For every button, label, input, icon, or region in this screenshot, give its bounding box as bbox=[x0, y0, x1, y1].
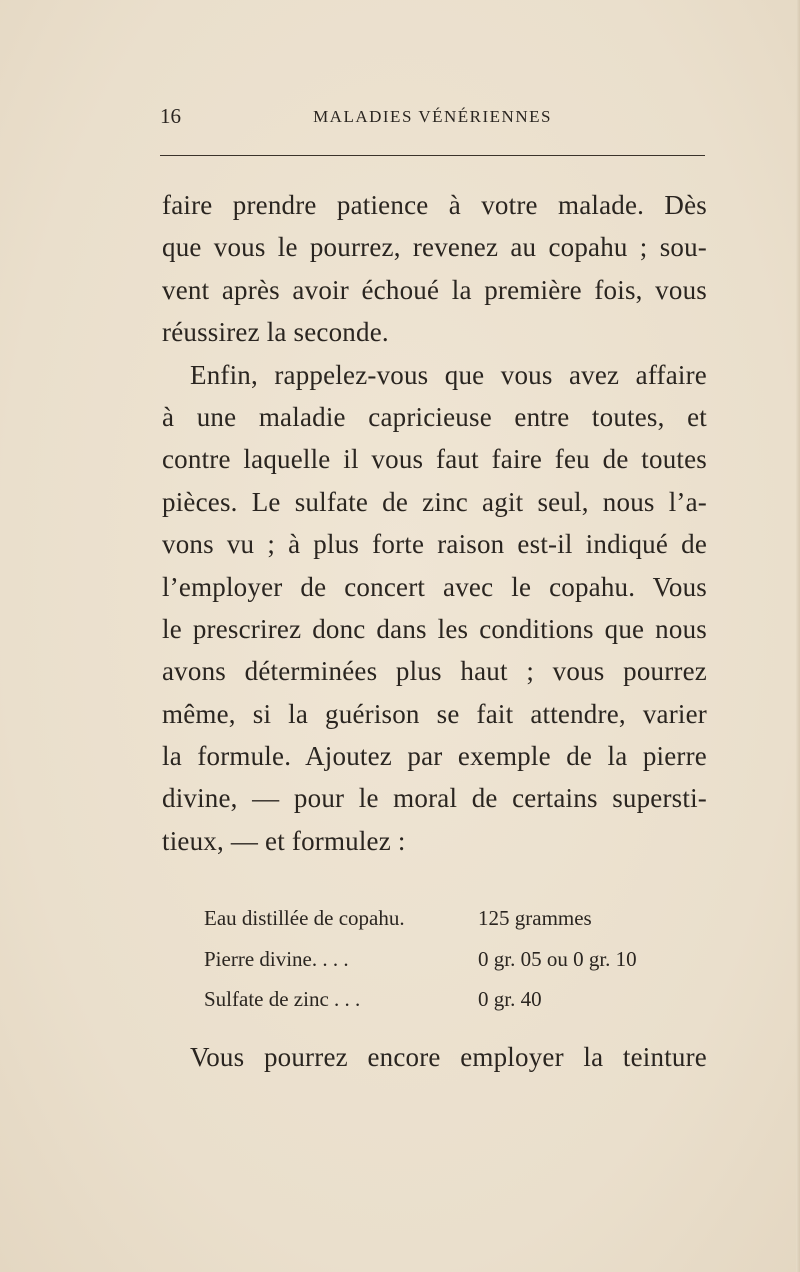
running-head: MALADIES VÉNÉRIENNES bbox=[313, 107, 552, 126]
recipe-quantity: 0 gr. 40 bbox=[478, 987, 542, 1011]
page-number: 16 bbox=[160, 104, 181, 128]
text-line: contre laquelle il vous faut faire feu de toutes bbox=[162, 444, 707, 475]
text-line: la formule. Ajoutez par exemple de la pierre bbox=[162, 741, 707, 772]
text-line: vons vu ; à plus forte raison est-il indiqué de bbox=[162, 529, 707, 560]
text-line: même, si la guérison se fait attendre, varier bbox=[162, 698, 707, 729]
text-line: tieux, — et formulez : bbox=[162, 825, 406, 856]
header-rule bbox=[160, 155, 705, 156]
recipe-quantity: 0 gr. 05 ou 0 gr. 10 bbox=[478, 946, 637, 971]
closing-line: Vous pourrez encore employer la teinture bbox=[190, 1042, 707, 1072]
body-text bbox=[162, 184, 707, 862]
recipe-ingredient: Eau distillée de copahu. bbox=[204, 906, 405, 930]
recipe-ingredient: Sulfate de zinc . . . bbox=[204, 987, 361, 1011]
recipe-table bbox=[204, 898, 684, 1020]
text-line: que vous le pourrez, revenez au copahu ; sou- bbox=[162, 232, 707, 263]
recipe-row bbox=[204, 898, 684, 939]
page-edge bbox=[796, 0, 800, 1272]
text-line: pièces. Le sulfate de zinc agit seul, nous l’a- bbox=[162, 486, 707, 517]
page-header bbox=[160, 104, 705, 134]
text-line: le prescrirez donc dans les conditions que nous bbox=[162, 613, 707, 644]
text-line: réussirez la seconde. bbox=[162, 317, 389, 348]
text-line: faire prendre patience à votre malade. Dès bbox=[162, 190, 707, 220]
recipe-ingredient: Pierre divine. . . . bbox=[204, 946, 349, 971]
text-line: vent après avoir échoué la première fois, vous bbox=[162, 274, 707, 305]
recipe-quantity: 125 grammes bbox=[478, 906, 592, 930]
text-line: avons déterminées plus haut ; vous pourrez bbox=[162, 656, 707, 687]
text-line: divine, — pour le moral de certains supersti- bbox=[162, 783, 707, 814]
text-line: Enfin, rappelez-vous que vous avez affaire bbox=[190, 359, 707, 390]
text-line: l’employer de concert avec le copahu. Vous bbox=[162, 571, 707, 602]
text-line: à une maladie capricieuse entre toutes, et bbox=[162, 401, 707, 432]
recipe-row bbox=[204, 979, 684, 1020]
recipe-row bbox=[204, 939, 684, 980]
